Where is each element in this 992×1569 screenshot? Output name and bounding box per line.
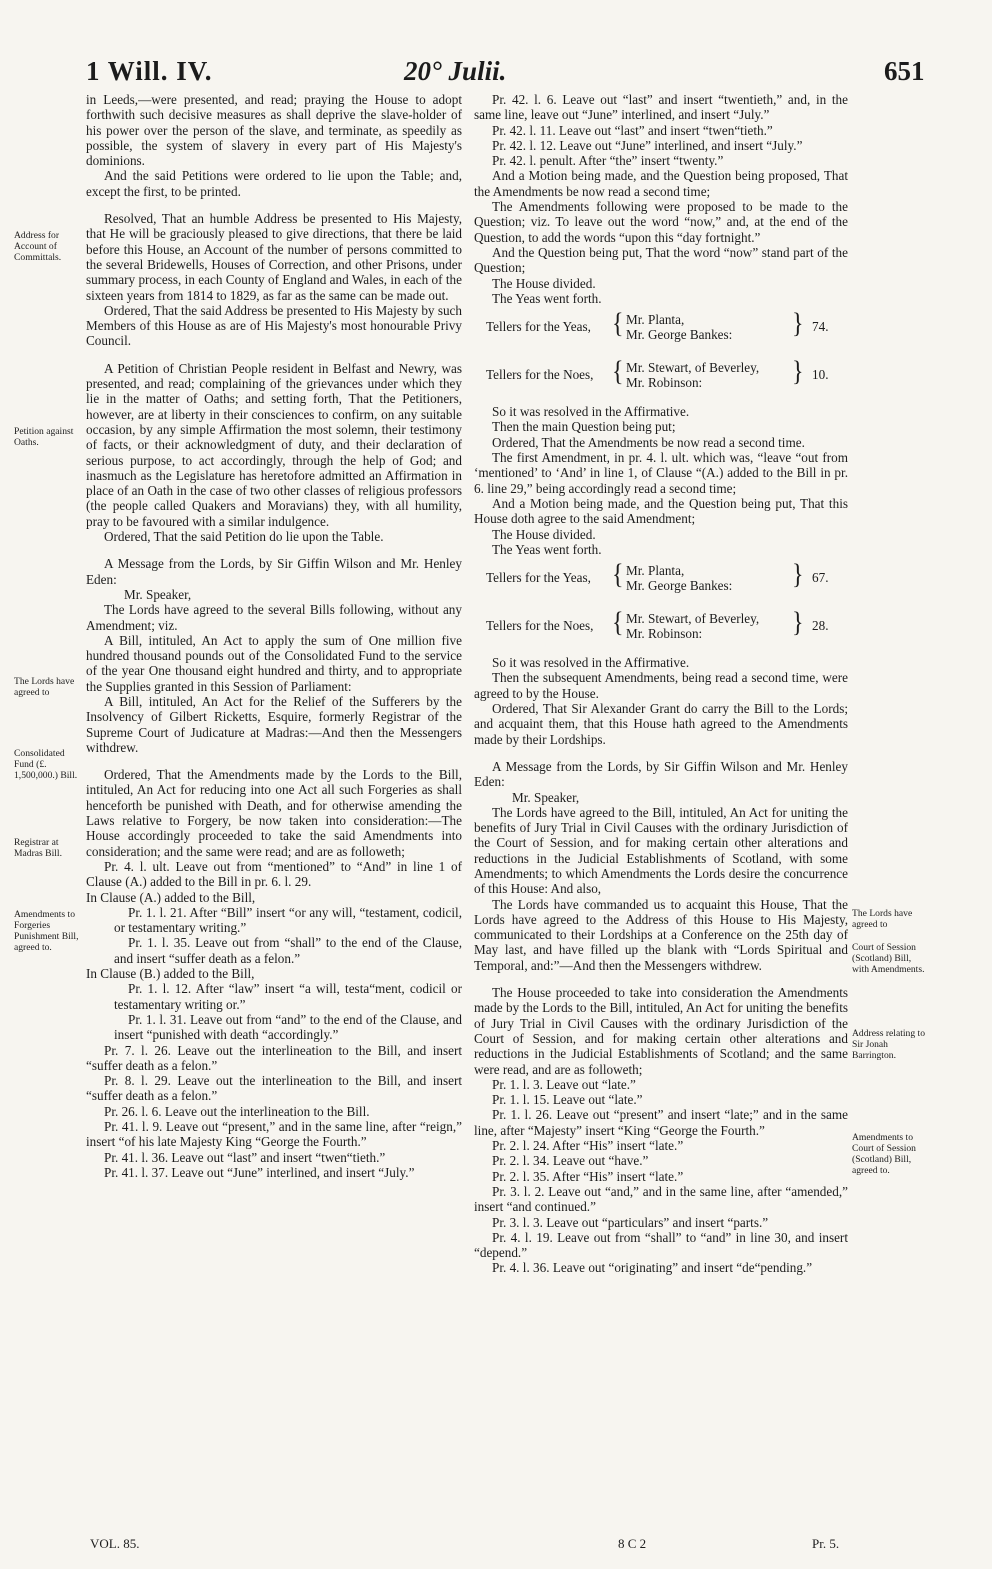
amendment: Pr. 3. l. 2. Leave out “and,” and in the same line, after “amended,” insert “and continued.” <box>474 1183 848 1215</box>
paragraph: The Lords have commanded us to acquaint this House, That the Lords have agreed to the Address of this House to His Majesty, communicated to their Lordships at a Conference on the 25th day of May last, and have filled up the blank with “Lords Spiritual and Temporal, and:”—And then the Messengers withdrew. <box>474 896 848 973</box>
page-number: 651 <box>884 56 925 86</box>
volume-number: VOL. 85. <box>90 1536 140 1551</box>
paragraph: Then the subsequent Amendments, being read a second time, were agreed to by the House. <box>474 670 848 701</box>
paragraph: Then the main Question being put; <box>492 419 676 435</box>
teller-name: Mr. Planta, <box>626 563 685 579</box>
amendment: Pr. 4. l. 19. Leave out from “shall” to “and” in line 30, and insert “depend.” <box>474 1229 848 1261</box>
amendment: Pr. 3. l. 3. Leave out “particulars” and insert “parts.” <box>492 1214 769 1230</box>
amendment: Pr. 7. l. 26. Leave out the interlineation to the Bill, and insert “suffer death as a felon.” <box>86 1042 462 1073</box>
salutation: Mr. Speaker, <box>512 789 580 805</box>
margin-note: Petition against Oaths. <box>14 426 74 448</box>
paragraph: And a Motion being made, and the Question being proposed, That the Amendments be now read a second time; <box>474 168 848 199</box>
right-column <box>474 92 848 1276</box>
amendment: Pr. 42. l. 11. Leave out “last” and insert “twen“tieth.” <box>492 122 773 138</box>
page-date: 20° Julii. <box>404 56 507 86</box>
amendment: Pr. 42. l. 6. Leave out “last” and insert “twentieth,” and, in the same line, leave out “June” interlined, and insert “July.” <box>474 92 848 123</box>
amendment: Pr. 1. l. 12. After “law” insert “a will, testa“ment, codicil or testamentary writing or.” <box>114 981 462 1012</box>
paragraph: Ordered, That the Amendments made by the Lords to the Bill, intituled, An Act for reducing into one Act all such Forgeries as shall henceforth be punished with Death, and for otherwise amending the Laws relative to Forgery, be now taken into consideration:—The House accordingly proceeded to take the said Amendments into consideration; and the same were read; and are as followeth; <box>86 767 462 859</box>
amendment: Pr. 1. l. 15. Leave out “late.” <box>492 1092 643 1108</box>
margin-note: The Lords have agreed to <box>14 676 75 698</box>
division-note: The Yeas went forth. <box>492 541 602 557</box>
regnal-year: 1 Will. IV. <box>86 56 213 86</box>
division-tellers: Tellers for the Yeas, { Mr. Planta, Mr. George Bankes: } 67. Tellers for the Noes, { Mr. Stewart, of Beverley, Mr. Robinson: } 28. <box>486 559 829 642</box>
paragraph: And the said Petitions were ordered to lie upon the Table; and, except the first, to be printed. <box>86 168 462 199</box>
tellers-label: Tellers for the Yeas, <box>486 570 591 586</box>
paragraph: Ordered, That the said Petition do lie upon the Table. <box>104 529 384 545</box>
paragraph: A Bill, intituled, An Act for the Relief of the Sufferers by the Insolvency of Gilbert Ricketts, Esquire, formerly Registrar of the Supreme Court of Judicature at Madras:—And then the Messengers withdrew. <box>86 693 462 755</box>
amendment: Pr. 41. l. 9. Leave out “present,” and in the same line, after “reign,” insert “of his late Majesty King “George the Fourth.” <box>86 1119 462 1150</box>
clause-heading: In Clause (B.) added to the Bill, <box>86 966 255 982</box>
vote-count: 28. <box>812 618 829 634</box>
amendment: Pr. 26. l. 6. Leave out the interlineation to the Bill. <box>104 1103 370 1119</box>
paragraph: A Message from the Lords, by Sir Giffin Wilson and Mr. Henley Eden: <box>86 556 462 587</box>
margin-note: Court of Session (Scotland) Bill, with Amendments. <box>852 942 925 975</box>
teller-name: Mr. Stewart, of Beverley, <box>626 360 760 376</box>
tellers-label: Tellers for the Noes, <box>486 367 594 383</box>
running-header <box>0 0 992 88</box>
amendment: Pr. 1. l. 35. Leave out from “shall” to the end of the Clause, and insert “suffer death as a felon.” <box>114 935 462 966</box>
teller-name: Mr. Planta, <box>626 312 685 328</box>
paragraph: Ordered, That the Amendments be now read a second time. <box>492 434 805 450</box>
margin-note: Address relating to Sir Jonah Barrington. <box>852 1028 926 1061</box>
paragraph: Resolved, That an humble Address be presented to His Majesty, that He will be graciously pleased to give directions, that there be laid before this House, an Account of the number of persons committed to the several Bridewells, Houses of Correction, and other Prisons, under summary process, in each County of England and Wales, in each of the sixteen years from 1814 to 1829, as far as the same can be made out. <box>86 211 462 303</box>
amendment: Pr. 2. l. 35. After “His” insert “late.” <box>492 1168 684 1184</box>
paragraph: Ordered, That Sir Alexander Grant do carry the Bill to the Lords; and acquaint them, that this House hath agreed to the Amendments made by their Lordships. <box>474 701 848 747</box>
amendment: Pr. 8. l. 29. Leave out the interlineation to the Bill, and insert “suffer death as a felon.” <box>86 1073 462 1104</box>
amendment: Pr. 1. l. 26. Leave out “present” and insert “late;” and in the same line, after “Majesty” insert “King “George the Fourth.” <box>474 1107 848 1138</box>
margin-note: The Lords have agreed to <box>852 908 913 930</box>
margin-note: Amendments to Forgeries Punishment Bill, agreed to. <box>14 909 79 953</box>
paragraph: The House proceeded to take into consideration the Amendments made by the Lords to the Bill, intituled, An Act for uniting the benefits of Jury Trial in Civil Causes with the ordinary Jurisdiction of the Court of Session, and for making certain other alterations and reductions in the Judicial Establishments of Scotland; and the same were read, and are as followeth; <box>474 985 848 1077</box>
division-note: The House divided. <box>492 275 596 291</box>
clause-heading: In Clause (A.) added to the Bill, <box>86 889 256 905</box>
teller-name: Mr. Robinson: <box>626 626 703 642</box>
amendment: Pr. 42. l. 12. Leave out “June” interlined, and insert “July.” <box>492 137 803 153</box>
vote-count: 67. <box>812 570 829 586</box>
teller-name: Mr. George Bankes: <box>626 327 733 343</box>
division-note: The House divided. <box>492 526 596 542</box>
paragraph: And the Question being put, That the word “now” stand part of the Question; <box>474 244 848 276</box>
amendment: Pr. 1. l. 31. Leave out from “and” to the end of the Clause, and insert “punished with death “accordingly.” <box>114 1011 462 1043</box>
paragraph: in Leeds,—were presented, and read; praying the House to adopt forthwith such decisive measures as shall deprive the slave-holder of his power over the person of the slave, and terminate, as speedily as possible, the system of slavery in every part of His Majesty's dominions. <box>86 92 462 169</box>
amendment: Pr. 1. l. 3. Leave out “late.” <box>492 1076 636 1092</box>
left-column <box>86 92 462 1180</box>
amendment: Pr. 41. l. 37. Leave out “June” interlined, and insert “July.” <box>104 1164 415 1180</box>
vote-count: 10. <box>812 367 829 383</box>
paragraph: The Amendments following were proposed to be made to the Question; viz. To leave out the word “now,” and, at the end of the Question, to add the words “upon this “day fortnight.” <box>474 199 848 245</box>
division-note: The Yeas went forth. <box>492 290 602 306</box>
salutation: Mr. Speaker, <box>124 586 192 602</box>
amendment: Pr. 41. l. 36. Leave out “last” and insert “twen“tieth.” <box>104 1149 386 1165</box>
paragraph: The first Amendment, in pr. 4. l. ult. which was, “leave “out from ‘mentioned’ to ‘And’ in line 1, of Clause “(A.) added to the Bill in pr. 6. line 29,” being accordingly read a second time; <box>474 450 848 496</box>
paragraph: Ordered, That the said Address be presented to His Majesty by such Members of this House as are of His Majesty's most honourable Privy Council. <box>86 302 462 349</box>
amendment: Pr. 4. l. ult. Leave out from “mentioned” to “And” in line 1 of Clause (A.) added to the Bill in pr. 6. l. 29. <box>86 858 462 890</box>
vote-count: 74. <box>812 319 829 335</box>
margin-note: Address for Account of Committals. <box>14 230 62 263</box>
margin-note: Amendments to Court of Session (Scotland) Bill, agreed to. <box>852 1132 916 1176</box>
division-tellers: Tellers for the Yeas, { Mr. Planta, Mr. George Bankes: } 74. Tellers for the Noes, { Mr. Stewart, of Beverley, Mr. Robinson: } 10. <box>486 308 829 391</box>
margin-note: Consolidated Fund (£. 1,500,000.) Bill. <box>14 748 78 781</box>
paragraph: The Lords have agreed to the several Bills following, without any Amendment; viz. <box>86 602 462 633</box>
tellers-label: Tellers for the Yeas, <box>486 319 591 335</box>
teller-name: Mr. Robinson: <box>626 375 703 391</box>
paragraph: A Bill, intituled, An Act to apply the sum of One million five hundred thousand pounds out of the Consolidated Fund to the service of the year One thousand eight hundred and thirty, and to appropriate the Supplies granted in this Session of Parliament: <box>86 632 462 694</box>
paragraph: A Message from the Lords, by Sir Giffin Wilson and Mr. Henley Eden: <box>474 758 848 790</box>
amendment: Pr. 1. l. 21. After “Bill” insert “or any will, “testament, codicil, or testamentary writing.” <box>114 904 462 936</box>
catchword: Pr. 5. <box>812 1536 840 1551</box>
amendment: Pr. 2. l. 24. After “His” insert “late.” <box>492 1138 684 1154</box>
signature-mark: 8 C 2 <box>618 1536 647 1551</box>
paragraph: And a Motion being made, and the Question being put, That this House doth agree to the said Amendment; <box>474 495 848 527</box>
amendment: Pr. 42. l. penult. After “the” insert “twenty.” <box>492 153 724 169</box>
teller-name: Mr. Stewart, of Beverley, <box>626 611 760 627</box>
amendment: Pr. 2. l. 34. Leave out “have.” <box>492 1153 649 1169</box>
paragraph: So it was resolved in the Affirmative. <box>492 404 690 420</box>
paragraph: So it was resolved in the Affirmative. <box>492 655 690 671</box>
amendment: Pr. 4. l. 36. Leave out “originating” and insert “de“pending.” <box>492 1260 813 1276</box>
margin-note: Registrar at Madras Bill. <box>14 837 62 859</box>
tellers-label: Tellers for the Noes, <box>486 618 594 634</box>
paragraph: The Lords have agreed to the Bill, intituled, An Act for uniting the benefits of Jury Trial in Civil Causes with the ordinary Jurisdiction of the Court of Session, and for making certain other alterations and reductions in the Judicial Establishments of Scotland, with some Amendments; to which Amendments the Lords desire the concurrence of this House: And also, <box>474 804 848 897</box>
paragraph: A Petition of Christian People resident in Belfast and Newry, was presented, and read; complaining of the grievances under which they lie in the matter of Oaths; and setting forth, That the Petitioners, however, are at liberty in their consciences to confirm, on any suitable occasion, by any simple Affirmation the most solemn, their testimony of facts, or their acknowledgment of duty, and their declaration of serious purpose, to act accordingly, through the help of God; and inasmuch as the Legislature has heretofore admitted an Affirmation in place of an Oath in the case of two other classes of religious professors (the people called Quakers and Moravians) they, with all humility, pray to be favoured with a similar indulgence. <box>86 360 462 529</box>
teller-name: Mr. George Bankes: <box>626 578 733 594</box>
